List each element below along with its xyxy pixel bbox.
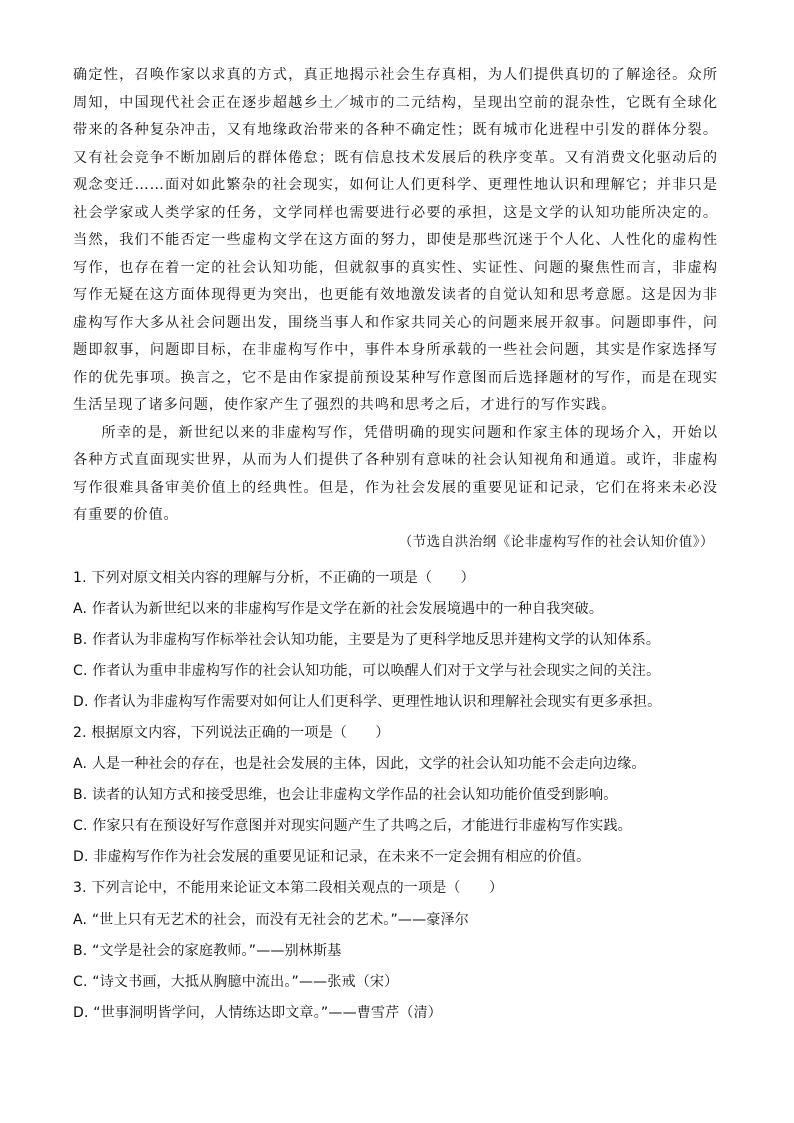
question-1-option-a: A. 作者认为新世纪以来的非虚构写作是文学在新的社会发展境遇中的一种自我突破。: [73, 601, 604, 617]
question-3-option-c: C. “诗文书画，大抵从胸臆中流出。”——张戒（宋）: [73, 974, 399, 990]
passage-source-citation: （节选自洪治纲《论非虚构写作的社会认知价值》）: [398, 534, 714, 550]
reading-passage: [73, 62, 718, 530]
question-1-option-d: D. 作者认为非虚构写作需要对如何让人们更科学、更理性地认识和理解社会现实有更多承担。: [73, 694, 662, 710]
question-1-option-b: B. 作者认为非虚构写作标举社会认知功能，主要是为了更科学地反思并建构文学的认知体系。: [73, 632, 661, 648]
question-3-option-d: D. “世事洞明皆学问，人情练达即文章。”——曹雪芹（清）: [73, 1005, 442, 1021]
question-2-option-c: C. 作家只有在预设好写作意图并对现实问题产生了共鸣之后，才能进行非虚构写作实践。: [73, 818, 632, 834]
question-3-option-b: B. “文学是社会的家庭教师。”——别林斯基: [73, 943, 342, 959]
question-1-stem: 1. 下列对原文相关内容的理解与分析，不正确的一项是（ ）: [73, 570, 475, 586]
question-2-option-b: B. 读者的认知方式和接受思维，也会让非虚构文学作品的社会认知功能价值受到影响。: [73, 787, 618, 803]
question-1-option-c: C. 作者认为重申非虚构写作的社会认知功能，可以唤醒人们对于文学与社会现实之间的关注。: [73, 663, 661, 679]
question-3-stem: 3. 下列言论中，不能用来论证文本第二段相关观点的一项是（ ）: [73, 880, 504, 896]
question-2-option-a: A. 人是一种社会的存在，也是社会发展的主体，因此，文学的社会认知功能不会走向边缘。: [73, 756, 646, 772]
passage-paragraph-2: 所幸的是，新世纪以来的非虚构写作，凭借明确的现实问题和作家主体的现场介入，开始以各种方式直面现实世界，从而为人们提供了各种别有意味的社会认知视角和通道。或许，非虚构写作很难具备审美价值上的经典性。但是，作为社会发展的重要见证和记录，它们在将来未必没有重要的价值。: [73, 424, 718, 523]
question-2-stem: 2. 根据原文内容，下列说法正确的一项是（ ）: [73, 725, 390, 741]
question-2-option-d: D. 非虚构写作作为社会发展的重要见证和记录，在未来不一定会拥有相应的价值。: [73, 849, 591, 865]
passage-paragraph-1: 确定性，召唤作家以求真的方式，真正地揭示社会生存真相，为人们提供真切的了解途径。众所周知，中国现代社会正在逐步超越乡土／城市的二元结构，呈现出空前的混杂性，它既有全球化带来的各种复杂冲击，又有地缘政治带来的各种不确定性；既有城市化进程中引发的群体分裂。又有社会竞争不断加剧后的群体倦怠；既有信息技术发展后的秩序变革。又有消费文化驱动后的观念变迁……面对如此繁杂的社会现实，如何让人们更科学、更理性地认识和理解它；并非只是社会学家或人类学家的任务，文学同样也需要进行必要的承担，这是文学的认知功能所决定的。当然，我们不能否定一些虚构文学在这方面的努力，即使是那些沉迷于个人化、人性化的虚构性写作，也存在着一定的社会认知功能，但就叙事的真实性、实证性、问题的聚焦性而言，非虚构写作无疑在这方面体现得更为突出，也更能有效地激发读者的自觉认知和思考意愿。这是因为非虚构写作大多从社会问题出发，围绕当事人和作家共同关心的问题来展开叙事。问题即事件，问题即叙事，问题即目标，在非虚构写作中，事件本身所承载的一些社会问题，其实是作家选择写作的优先事项。换言之，它不是由作家提前预设某种写作意图而后选择题材的写作，而是在现实生活呈现了诸多问题，使作家产生了强烈的共鸣和思考之后，才进行的写作实践。: [73, 67, 718, 413]
question-3-option-a: A. “世上只有无艺术的社会，而没有无社会的艺术。”——豪泽尔: [73, 912, 469, 928]
